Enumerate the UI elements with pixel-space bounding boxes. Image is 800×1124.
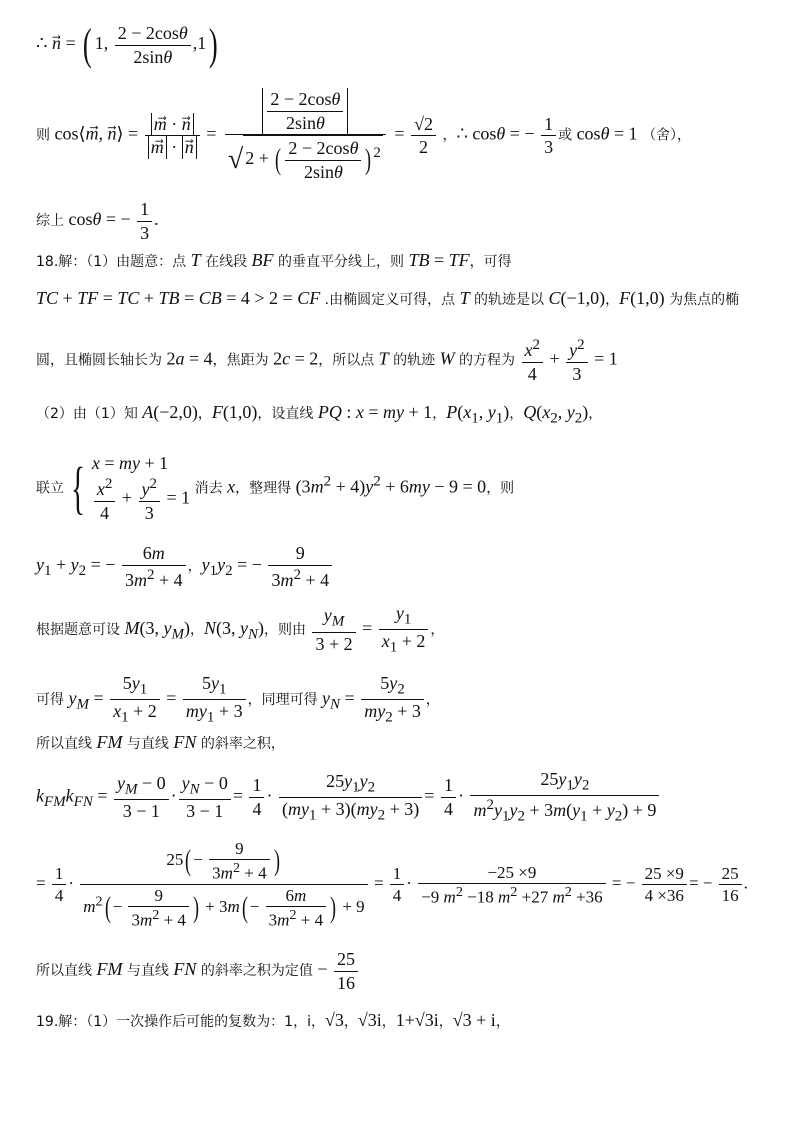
line-6: 圆，且椭圆长轴长为 2a = 4，焦距为 2c = 2，所以点 T 的轨迹 W 的方程为 $\frac{x^2}{4}$ + $\frac{y^2}{3}$ = 1 [36, 337, 618, 384]
line-16: 19.解：（1）一次操作后可能的复数为：1，i，√3，√3i，1+√3i，√3 + i， [36, 1010, 510, 1030]
line-1: ∴ n⃗ = ( 1, $\frac{2 - 2\cos\theta}{2\sin\theta}$ ,1) [36, 20, 218, 69]
line-3: 综上 cosθ = − $\frac{1}{3}$ . [36, 199, 159, 243]
line-5: TC + TF = TC + TB = CB = 4 > 2 = CF .由椭圆定义可得，点 T 的轨迹是以 C(−1,0)，F(1,0) 为焦点的椭 [36, 288, 740, 308]
line-7: （2）由（1）知 A(−2,0)，F(1,0)，设直线 PQ : x = my + 1，$P(x_1$, $y_1$)，$Q(x_2$, $y_2$)， [36, 402, 603, 427]
line-13: $k_{FM}k_{FN}$ = $\frac{y_M - 0}{3 - 1}$ · $\frac{y_N - 0}{3 - 1}$ = $\frac{1}{4}$ · $\frac{25y_1y_2}{(my_1 + 3)(my_2 + 3)}$ = $\frac{1}{4}$ · $\frac{25y_1y_2}{m^2y_1y_2 + 3m(y_1 + y_2) + 9}$ [36, 768, 661, 827]
line-4: 18.解：（1）由题意：点 T 在线段 BF 的垂直平分线上，则 TB = TF，可得 [36, 250, 512, 270]
line-14: = $\frac{1}{4}$ · 25( − $\frac{9}{3m^2 + 4}$ ) $m^2$( − $\frac{9}{3m^2 + 4}$ ) + 3m( − $\frac{6m}{3m^2 + 4}$ ) + 9 = $\frac{1}{4}$ · $\frac{-25 \times 9}{-9 m^2 -18 m^2 +27 m^2 +36}$ = − $\frac{25 \times 9}{4 \times 36}$ = − $\frac{25}{16}$ . [36, 839, 748, 931]
line-8: 联立 { x = my + 1 $\frac{x^2}{4}$ + $\frac{y^2}{3}$ = 1 消去 x，整理得 $(3m^2 + 4)y^2 + 6my - 9 = 0$，则 [36, 453, 515, 523]
line-9: $y_1 + y_2$ = − $\frac{6m}{3m^2 + 4}$ ，$y_1y_2$ = − $\frac{9}{3m^2 + 4}$ [36, 542, 334, 591]
line-15: 所以直线 FM 与直线 FN 的斜率之积为定值 − $\frac{25}{16}$ [36, 948, 360, 994]
line-12: 所以直线 FM 与直线 FN 的斜率之积， [36, 732, 285, 752]
line-11: 可得 $y_M$ = $\frac{5y_1}{x_1 + 2}$ = $\frac{5y_1}{my_1 + 3}$ ，同理可得 $y_N$ = $\frac{5y_2}{my_2 + 3}$ ， [36, 673, 440, 726]
line-2: 则 cos⟨m⃗, n⃗⟩ = $\frac{m⃗ \cdot n}{m \cdot n}$ = $\frac{2 - 2\cos\theta}{2\sin\theta}$ √ 2 + ( $\frac{2 - 2\cos\theta}{2\sin\theta}$ ) $^2$ = $\frac{√2}{2}$ ，∴ cosθ = − $\frac{1}{3}$ 或 cosθ = 1 （舍）， [36, 89, 692, 182]
line-10: 根据题意可设 M(3, $y_M$)，N(3, $y_N$)，则由 $\frac{y_M}{3 + 2}$ = $\frac{y_1}{x_1 + 2}$ ， [36, 603, 445, 656]
